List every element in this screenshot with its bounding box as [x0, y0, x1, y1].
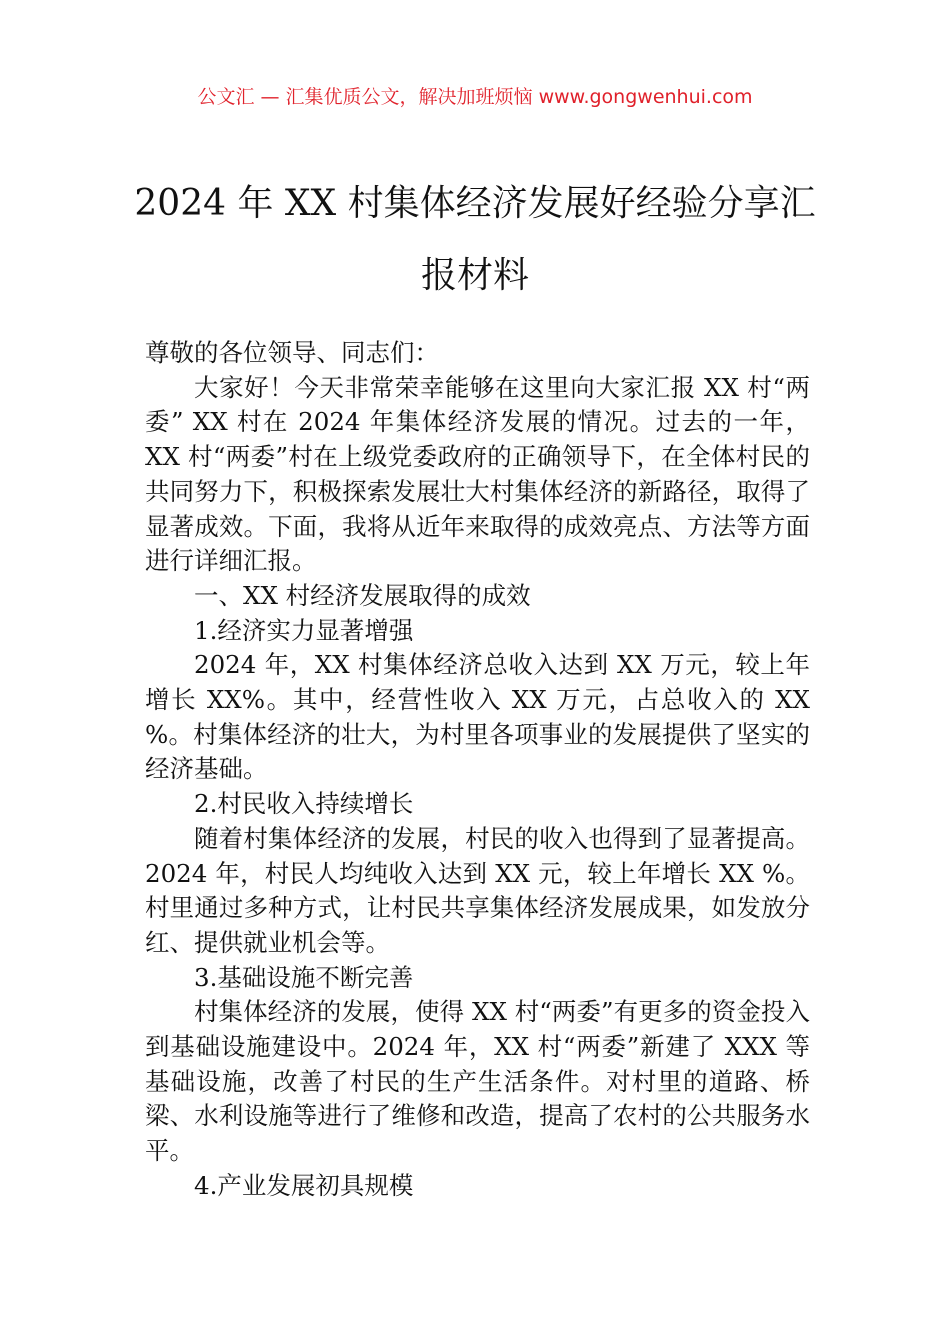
subheading-2: 2.村民收入持续增长 [194, 789, 414, 819]
title-line-2: 报材料 [420, 255, 529, 296]
paragraph-income: 随着村集体经济的发展，村民的收入也得到了显著提高。2024 年，村民人均纯收入达到 XX 元，较上年增长 XX %。村里通过多种方式，让村民共享集体经济发展成果，如发放分红、提供就业机会等。 [145, 823, 810, 957]
watermark-banner: 公文汇 — 汇集优质公文，解决加班烦恼 www.gongwenhui.com [197, 86, 753, 108]
paragraph-economy: 2024 年，XX 村集体经济总收入达到 XX 万元，较上年增长 XX%。其中，经营性收入 XX 万元，占总收入的 XX %。村集体经济的壮大，为村里各项事业的发展提供了坚实的经济基础。 [145, 650, 810, 784]
subheading-4: 4.产业发展初具规模 [194, 1170, 414, 1200]
title-line-1: 2024 年 XX 村集体经济发展好经验分享汇 [134, 183, 816, 224]
document-title [0, 168, 950, 312]
document-body [145, 336, 810, 1204]
subheading-1: 1.经济实力显著增强 [194, 615, 414, 645]
subheading-3: 3.基础设施不断完善 [194, 962, 414, 992]
section-heading-1: 一、XX 村经济发展取得的成效 [194, 580, 531, 610]
paragraph-infrastructure: 村集体经济的发展，使得 XX 村“两委”有更多的资金投入到基础设施建设中。2024 年，XX 村“两委”新建了 XXX 等基础设施，改善了村民的生产生活条件。对村里的道路、桥梁、水利设施等进行了维修和改造，提高了农村的公共服务水平。 [145, 997, 810, 1166]
salutation: 尊敬的各位领导、同志们： [145, 338, 439, 367]
paragraph-intro: 大家好！今天非常荣幸能够在这里向大家汇报 XX 村“两委” XX 村在 2024 年集体经济发展的情况。过去的一年，XX 村“两委”村在上级党委政府的正确领导下，在全体村民的共同努力下，积极探索发展壮大村集体经济的新路径，取得了显著成效。下面，我将从近年来取得的成效亮点、方法等方面进行详细汇报。 [145, 372, 810, 576]
